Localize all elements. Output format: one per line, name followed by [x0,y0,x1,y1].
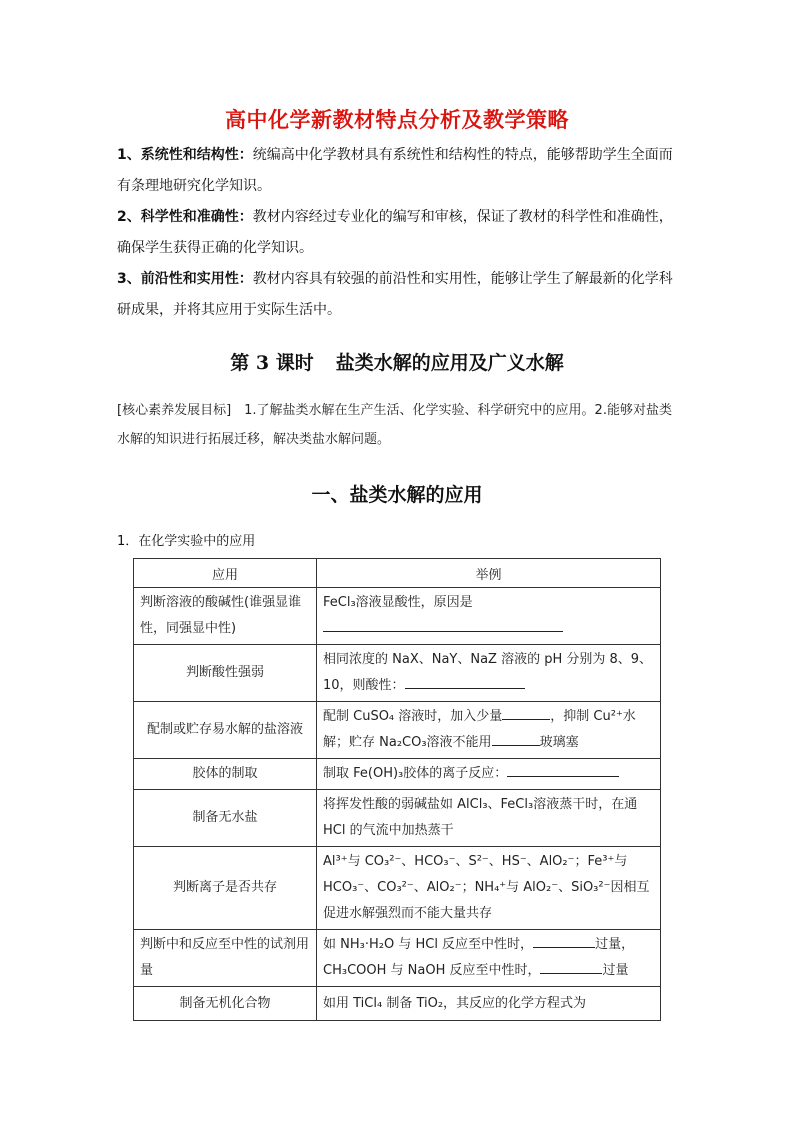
example-text: ，抑制 Cu²⁺水解；贮存 Na₂CO₃溶液不能用 [323,709,636,750]
example-text: 如用 TiCl₄ 制备 TiO₂，其反应的化学方程式为 [323,995,587,1011]
cell-example [317,790,661,847]
fill-in-blank[interactable] [540,959,602,974]
cell-application: 判断溶液的酸碱性(谁强显谁性，同强显中性) [134,588,317,645]
example-text: 配制 CuSO₄ 溶液时，加入少量 [323,709,503,724]
example-text: 玻璃塞 [539,735,579,750]
example-text: Al³⁺与 CO₃²⁻、HCO₃⁻、S²⁻、HS⁻、AlO₂⁻；Fe³⁺与 HCO₃⁻、CO₃²⁻、AlO₂⁻；NH₄⁺与 AlO₂⁻、SiO₃²⁻因相互促进水解强烈而不能大量共存 [323,854,650,921]
example-text: 相同浓度的 NaX、NaY、NaZ 溶液的 pH 分别为 8、9、10，则酸性： [323,652,653,693]
cell-application: 配制或贮存易水解的盐溶液 [134,702,317,759]
lesson-name: 盐类水解的应用及广义水解 [335,352,564,374]
feature-3 [117,264,682,326]
feature-2-text: 教材内容经过专业化的编写和审核，保证了教材的科学性和准确性，确保学生获得正确的化学知识。 [117,209,673,256]
table-row [134,790,661,847]
fill-in-blank[interactable] [492,731,540,746]
cell-example [317,847,661,930]
cell-application: 制备无水盐 [134,790,317,847]
table-row [134,588,661,645]
fill-in-blank[interactable] [533,933,595,948]
fill-in-blank[interactable] [323,617,563,632]
cell-application: 制备无机化合物 [134,987,317,1021]
cell-application: 判断离子是否共存 [134,847,317,930]
feature-2 [117,202,682,264]
fill-in-blank[interactable] [502,705,550,720]
cell-application: 判断酸性强弱 [134,645,317,702]
fill-in-blank[interactable] [507,762,619,777]
feature-3-text: 教材内容具有较强的前沿性和实用性，能够让学生了解最新的化学科研成果，并将其应用于实际生活中。 [117,271,673,318]
cell-example [317,987,661,1021]
core-goal: [核心素养发展目标] 1.了解盐类水解在生产生活、化学实验、科学研究中的应用。2.能够对盐类水解的知识进行拓展迁移，解决类盐水解问题。 [117,403,672,447]
header-application: 应用 [134,559,317,588]
document-title: 高中化学新教材特点分析及教学策略 [225,108,569,132]
section-title: 一、盐类水解的应用 [311,484,483,506]
cell-example [317,930,661,987]
cell-example [317,645,661,702]
table-row [134,759,661,790]
feature-1-text: 统编高中化学教材具有系统性和结构性的特点，能够帮助学生全面而有条理地研究化学知识。 [117,147,673,194]
feature-1 [117,140,682,202]
feature-2-label: 2、科学性和准确性： [117,209,253,225]
table-row [134,987,661,1021]
example-text: 将挥发性酸的弱碱盐如 AlCl₃、FeCl₃溶液蒸干时，在通 HCl 的气流中加热蒸干 [323,797,638,838]
cell-application: 判断中和反应至中性的试剂用量 [134,930,317,987]
lesson-number: 第 3 课时 [230,352,314,374]
cell-application: 胶体的制取 [134,759,317,790]
table-row [134,930,661,987]
feature-3-label: 3、前沿性和实用性： [117,271,253,287]
cell-example [317,588,661,645]
table-header-row [134,559,661,588]
example-text: 过量 [602,963,629,978]
lesson-title [0,348,794,375]
cell-example [317,759,661,790]
fill-in-blank[interactable] [405,674,525,689]
example-text: 过量，CH₃COOH 与 NaOH 反应至中性时， [323,937,635,978]
example-text: 制取 Fe(OH)₃胶体的离子反应： [323,766,508,781]
sub-heading: 1．在化学实验中的应用 [117,534,256,549]
cell-example [317,702,661,759]
table-row [134,702,661,759]
example-text: FeCl₃溶液显酸性，原因是 [323,595,473,610]
table-row [134,645,661,702]
header-example: 举例 [317,559,661,588]
application-table [133,558,661,1021]
table-row [134,847,661,930]
example-text: 如 NH₃·H₂O 与 HCl 反应至中性时， [323,937,534,952]
feature-1-label: 1、系统性和结构性： [117,147,253,163]
